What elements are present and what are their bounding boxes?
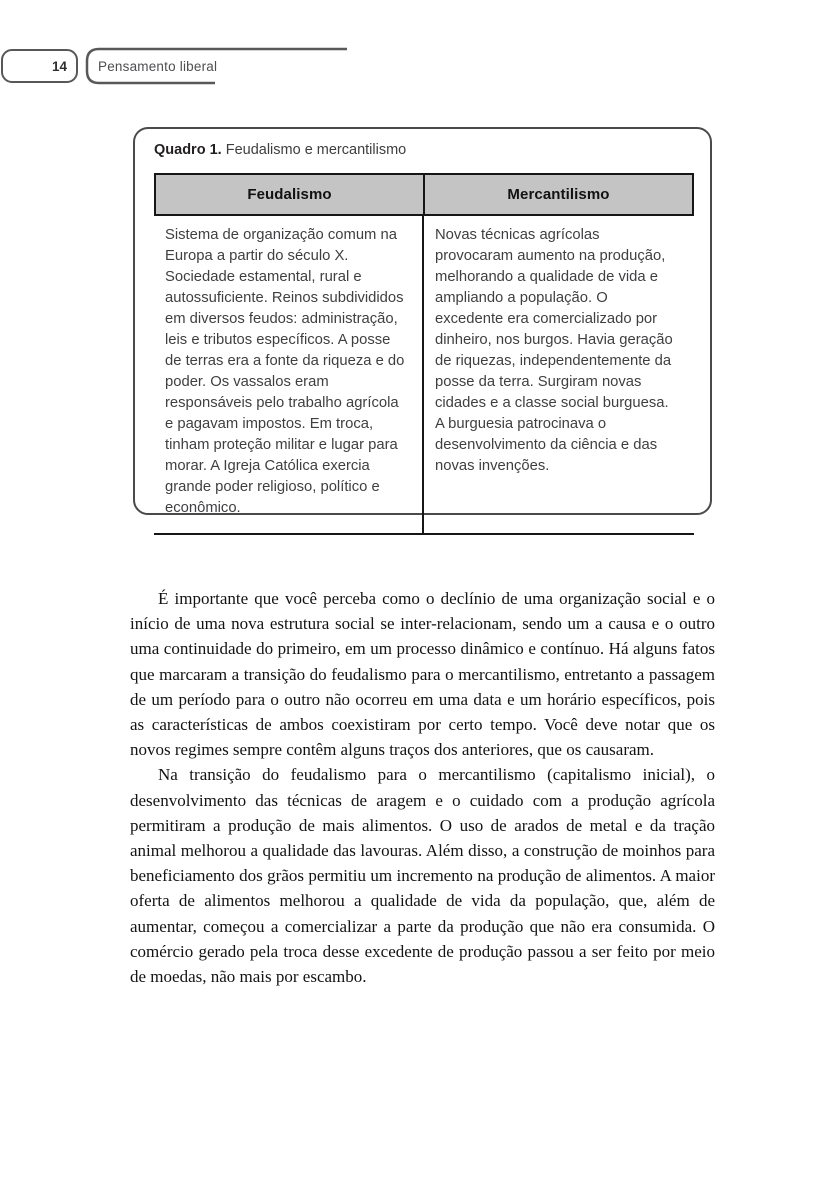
paragraph-2: Na transição do feudalismo para o mercantilismo (capitalismo inicial), o desenvolvimento das técnicas de aragem e o cuidado com a produção agrícola permitiram a produção de mais alimentos. O uso de arados de metal e da tração animal melhorou a qualidade das lavouras. Além disso, a construção de moinhos para beneficiamento dos grãos permitiu um incremento na produção de alimentos. A maior oferta de alimentos melhorou a qualidade de vida da população, que, além de aumentar, começou a comercializar a parte da produção que não era consumida. O comércio gerado pela troca desse excedente de produção passou a ser feito por meio de moedas, não mais por escambo. [130,765,715,987]
section-title: Pensamento liberal [98,59,218,74]
quadro-box [133,127,712,515]
table-header-row [154,173,694,216]
quadro-table [154,173,694,535]
page-number-tab [1,49,78,83]
quadro-caption-text: Feudalismo e mercantilismo [225,142,407,158]
quadro-caption [154,142,406,158]
column-header-feudalismo: Feudalismo [156,175,425,214]
column-header-mercantilismo: Mercantilismo [507,186,610,203]
body-text [130,586,715,989]
paragraph-1: É importante que você perceba como o declínio de uma organização social e o início de uma nova estrutura social se inter-relacionam, sendo um a causa e o outro uma continuidade do primeiro, em um processo dinâmico e contínuo. Há alguns fatos que marcaram a transição do feudalismo para o mercantilismo, entretanto a passagem de um período para o outro não ocorreu em uma data e um horário específicos, pois as características de ambos coexistiram por certo tempo. Você deve notar que os novos regimes sempre contêm alguns traços dos anteriores, que os causaram. [130,589,715,760]
cell-mercantilismo: Novas técnicas agrícolas provocaram aumento na produção, melhorando a qualidade de vida e ampliando a população. O excedente era comercializado por dinheiro, nos burgos. Havia geração de riquezas, independentemente da posse da terra. Surgiram novas cidades e a classe social burguesa. A burguesia patrocinava o desenvolvimento da ciência e das novas invenções. [435,227,673,474]
quadro-caption-label: Quadro 1. [154,142,222,158]
table-body-row [154,216,694,535]
cell-feudalismo: Sistema de organização comum na Europa a partir do século X. Sociedade estamental, rural e autossuficiente. Reinos subdivididos em diversos feudos: administração, leis e tributos específicos. A posse de terras era a fonte da riqueza e do poder. Os vassalos eram responsáveis pelo trabalho agrícola e pagavam impostos. Em troca, tinham proteção militar e lugar para morar. A Igreja Católica exercia grande poder religioso, político e econômico. [154,216,424,533]
page-number: 14 [51,58,67,74]
